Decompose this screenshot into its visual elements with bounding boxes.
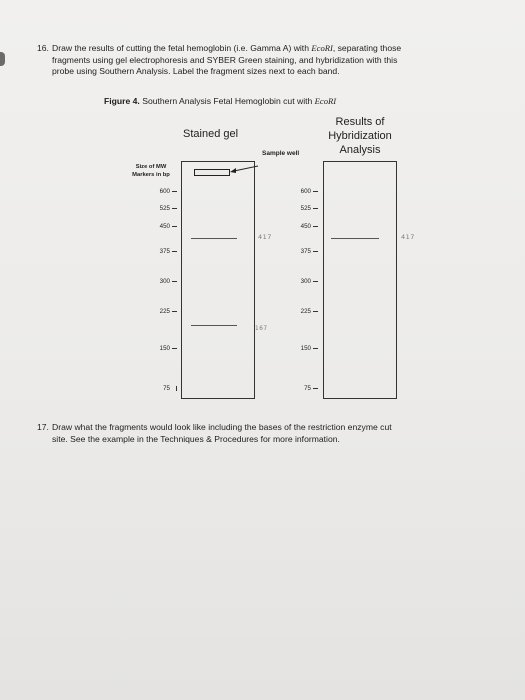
- stained-band-167: [191, 325, 237, 326]
- hybrid-marker-300: 300: [290, 278, 318, 285]
- question-16: [37, 43, 497, 78]
- stained-marker-75: 75: [149, 385, 177, 392]
- hybrid-band-417-label: 417: [401, 233, 415, 241]
- question-16-line1-a: Draw the results of cutting the fetal hemoglobin (i.e. Gamma A) with: [52, 43, 312, 53]
- stained-band-417-label: 417: [258, 233, 272, 241]
- question-17-number: 17.: [37, 422, 49, 432]
- hybrid-marker-225: 225: [290, 308, 318, 315]
- hybrid-marker-75: 75: [290, 385, 318, 392]
- hybridization-heading-line1: Results of: [335, 116, 385, 128]
- figure-title: [104, 96, 336, 106]
- markers-label-line1: Size of MW: [135, 164, 167, 170]
- hybrid-marker-525: 525: [290, 205, 318, 212]
- stained-band-417: [191, 238, 237, 239]
- question-16-enzyme: EcoRI: [311, 43, 333, 53]
- sample-well-arrow-icon: [230, 165, 260, 175]
- question-16-line1-b: , separating those: [332, 43, 402, 53]
- sample-well: [194, 169, 230, 176]
- stained-marker-600: 600: [149, 188, 177, 195]
- sample-well-label: Sample well: [262, 150, 300, 157]
- hybridization-heading-line2: Hybridization: [328, 130, 392, 142]
- question-16-line3: probe using Southern Analysis. Label the fragment sizes next to each band.: [52, 66, 340, 76]
- question-16-line2: fragments using gel electrophoresis and SYBER Green staining, and hybridization with this: [52, 54, 398, 65]
- stained-marker-450: 450: [149, 223, 177, 230]
- figure-title-enzyme: EcoRI: [314, 96, 337, 106]
- stained-marker-150: 150: [149, 345, 177, 352]
- stained-marker-375: 375: [149, 248, 177, 255]
- stained-marker-525: 525: [149, 205, 177, 212]
- stained-marker-300: 300: [149, 278, 177, 285]
- hybridization-heading-line3: Analysis: [339, 144, 381, 156]
- markers-label-line2: Markers in bp: [132, 171, 170, 178]
- question-17-line2: site. See the example in the Techniques & Procedures for more information.: [52, 433, 340, 444]
- question-17-line1: Draw what the fragments would look like including the bases of the restriction enzyme cut: [52, 422, 392, 432]
- hybrid-marker-450: 450: [290, 223, 318, 230]
- page-edge-mark: [0, 52, 5, 66]
- stained-gel-heading: Stained gel: [183, 128, 239, 140]
- stained-marker-225: 225: [149, 308, 177, 315]
- hybrid-band-417: [331, 238, 379, 239]
- figure-title-text: Southern Analysis Fetal Hemoglobin cut with: [139, 96, 315, 106]
- hybrid-marker-150: 150: [290, 345, 318, 352]
- hybrid-marker-600: 600: [290, 188, 318, 195]
- stained-band-167-label: 167: [255, 326, 268, 332]
- figure-label: Figure 4.: [104, 96, 140, 106]
- stained-gel-lane: [181, 161, 255, 399]
- markers-label: [120, 164, 182, 179]
- question-16-number: 16.: [37, 43, 49, 53]
- hybridization-heading: [318, 115, 402, 157]
- hybrid-marker-375: 375: [290, 248, 318, 255]
- question-17: [37, 422, 512, 445]
- hybridization-lane: [323, 161, 397, 399]
